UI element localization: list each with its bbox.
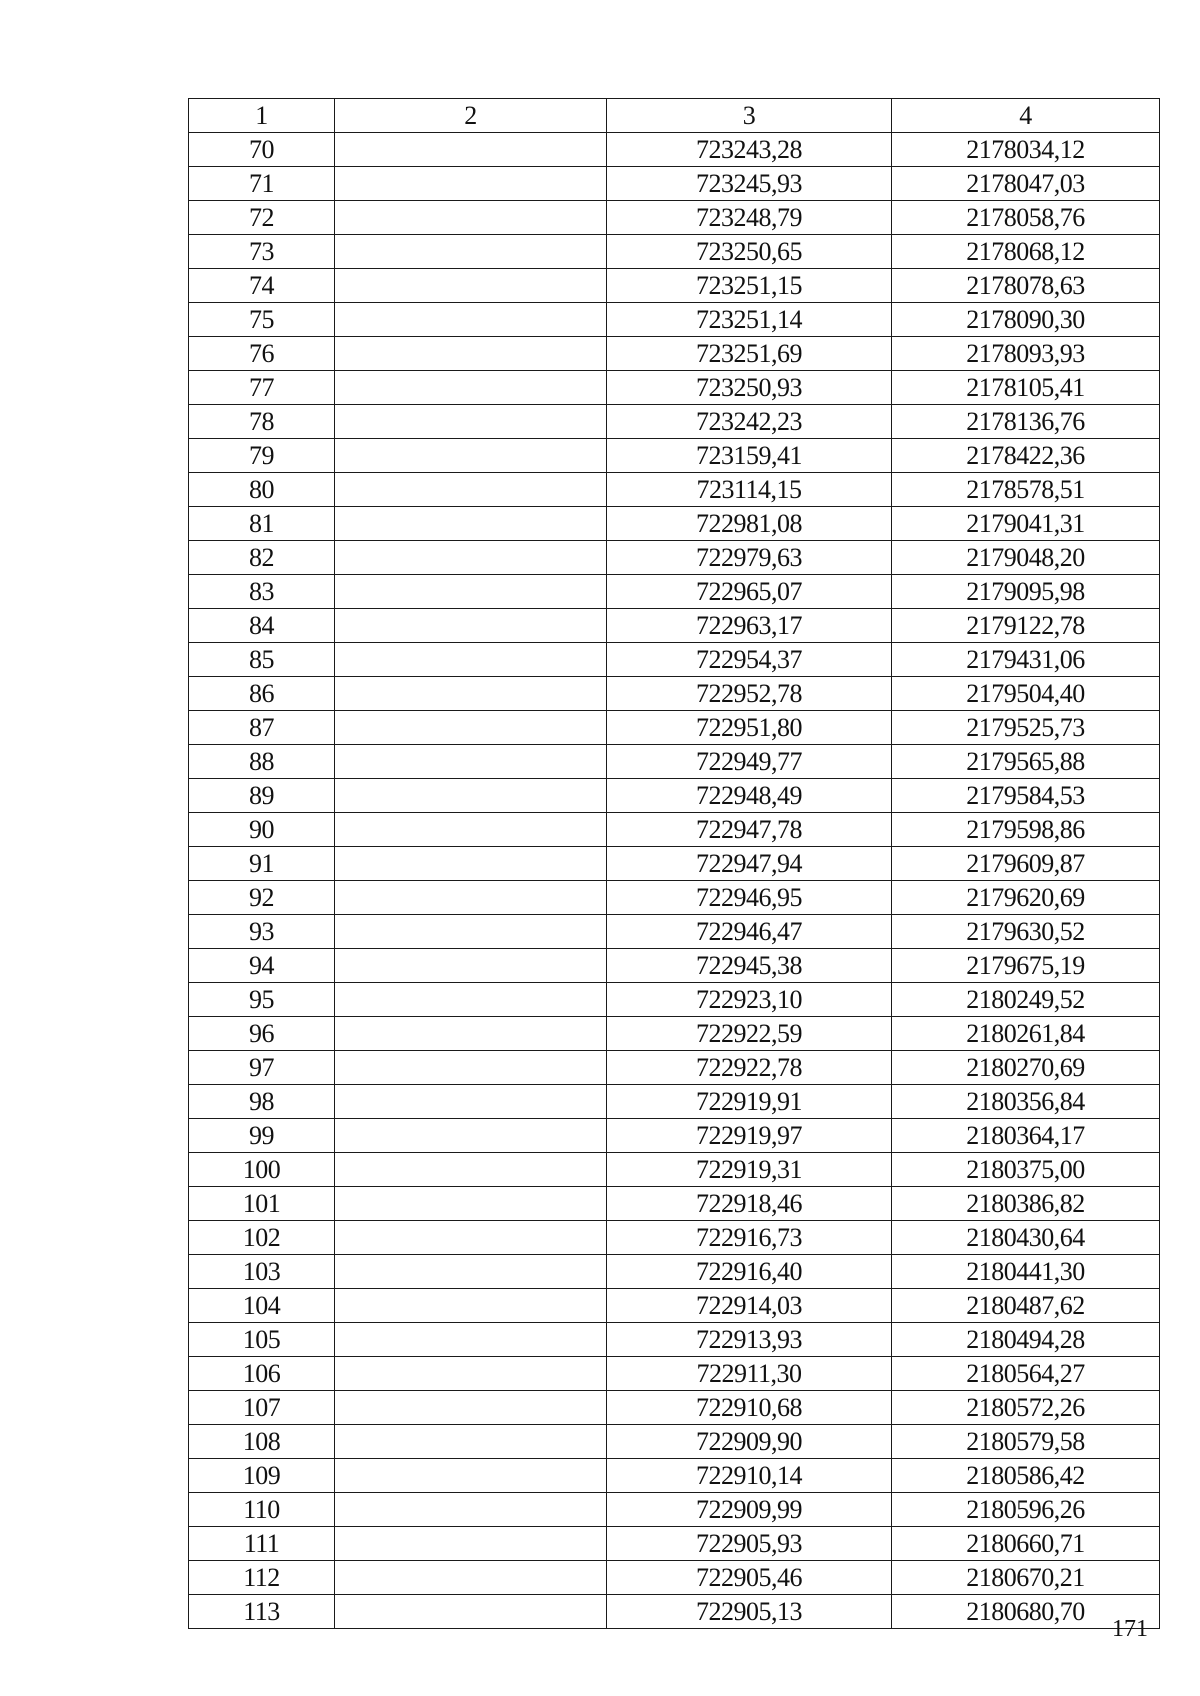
column-2-cell	[335, 1255, 607, 1289]
column-header-4: 4	[892, 99, 1160, 133]
x-coordinate-cell: 722905,93	[607, 1527, 892, 1561]
x-coordinate-cell: 722909,90	[607, 1425, 892, 1459]
page-number: 171	[1112, 1616, 1148, 1642]
x-coordinate-cell: 722916,73	[607, 1221, 892, 1255]
table-row	[189, 1051, 1160, 1085]
point-number-cell: 100	[189, 1153, 335, 1187]
point-number-cell: 93	[189, 915, 335, 949]
column-2-cell	[335, 1357, 607, 1391]
x-coordinate-cell: 722905,46	[607, 1561, 892, 1595]
x-coordinate-cell: 723251,69	[607, 337, 892, 371]
point-number-cell: 85	[189, 643, 335, 677]
column-2-cell	[335, 1561, 607, 1595]
column-2-cell	[335, 949, 607, 983]
point-number-cell: 113	[189, 1595, 335, 1629]
x-coordinate-cell: 722951,80	[607, 711, 892, 745]
x-coordinate-cell: 722949,77	[607, 745, 892, 779]
point-number-cell: 98	[189, 1085, 335, 1119]
table-row	[189, 1357, 1160, 1391]
column-2-cell	[335, 1527, 607, 1561]
x-coordinate-cell: 722963,17	[607, 609, 892, 643]
column-2-cell	[335, 779, 607, 813]
point-number-cell: 112	[189, 1561, 335, 1595]
point-number-cell: 86	[189, 677, 335, 711]
y-coordinate-cell: 2180586,42	[892, 1459, 1160, 1493]
x-coordinate-cell: 722948,49	[607, 779, 892, 813]
point-number-cell: 106	[189, 1357, 335, 1391]
y-coordinate-cell: 2179431,06	[892, 643, 1160, 677]
y-coordinate-cell: 2180430,64	[892, 1221, 1160, 1255]
y-coordinate-cell: 2179525,73	[892, 711, 1160, 745]
table-row	[189, 473, 1160, 507]
column-2-cell	[335, 813, 607, 847]
x-coordinate-cell: 723243,28	[607, 133, 892, 167]
table-row	[189, 269, 1160, 303]
column-2-cell	[335, 1425, 607, 1459]
x-coordinate-cell: 722946,47	[607, 915, 892, 949]
y-coordinate-cell: 2179584,53	[892, 779, 1160, 813]
y-coordinate-cell: 2180670,21	[892, 1561, 1160, 1595]
y-coordinate-cell: 2178034,12	[892, 133, 1160, 167]
y-coordinate-cell: 2180579,58	[892, 1425, 1160, 1459]
column-2-cell	[335, 745, 607, 779]
table-row	[189, 1221, 1160, 1255]
table-row	[189, 1153, 1160, 1187]
x-coordinate-cell: 722946,95	[607, 881, 892, 915]
column-2-cell	[335, 983, 607, 1017]
point-number-cell: 71	[189, 167, 335, 201]
coordinate-table	[188, 98, 1160, 1629]
table-row	[189, 303, 1160, 337]
table-row	[189, 1289, 1160, 1323]
y-coordinate-cell: 2180249,52	[892, 983, 1160, 1017]
point-number-cell: 102	[189, 1221, 335, 1255]
point-number-cell: 79	[189, 439, 335, 473]
y-coordinate-cell: 2180375,00	[892, 1153, 1160, 1187]
y-coordinate-cell: 2180494,28	[892, 1323, 1160, 1357]
column-2-cell	[335, 1051, 607, 1085]
table-row	[189, 1119, 1160, 1153]
column-2-cell	[335, 1119, 607, 1153]
x-coordinate-cell: 723245,93	[607, 167, 892, 201]
x-coordinate-cell: 722947,94	[607, 847, 892, 881]
column-2-cell	[335, 1085, 607, 1119]
x-coordinate-cell: 722913,93	[607, 1323, 892, 1357]
column-2-cell	[335, 201, 607, 235]
y-coordinate-cell: 2178068,12	[892, 235, 1160, 269]
point-number-cell: 94	[189, 949, 335, 983]
y-coordinate-cell: 2179630,52	[892, 915, 1160, 949]
table-row	[189, 1255, 1160, 1289]
y-coordinate-cell: 2179620,69	[892, 881, 1160, 915]
column-2-cell	[335, 1187, 607, 1221]
point-number-cell: 74	[189, 269, 335, 303]
point-number-cell: 70	[189, 133, 335, 167]
y-coordinate-cell: 2180680,70	[892, 1595, 1160, 1629]
column-2-cell	[335, 1221, 607, 1255]
y-coordinate-cell: 2180596,26	[892, 1493, 1160, 1527]
x-coordinate-cell: 722922,78	[607, 1051, 892, 1085]
column-header-3: 3	[607, 99, 892, 133]
y-coordinate-cell: 2180386,82	[892, 1187, 1160, 1221]
point-number-cell: 95	[189, 983, 335, 1017]
x-coordinate-cell: 722954,37	[607, 643, 892, 677]
point-number-cell: 99	[189, 1119, 335, 1153]
table-row	[189, 1323, 1160, 1357]
column-2-cell	[335, 575, 607, 609]
column-2-cell	[335, 133, 607, 167]
point-number-cell: 101	[189, 1187, 335, 1221]
point-number-cell: 111	[189, 1527, 335, 1561]
x-coordinate-cell: 722923,10	[607, 983, 892, 1017]
point-number-cell: 107	[189, 1391, 335, 1425]
x-coordinate-cell: 722914,03	[607, 1289, 892, 1323]
x-coordinate-cell: 722922,59	[607, 1017, 892, 1051]
y-coordinate-cell: 2179048,20	[892, 541, 1160, 575]
table-row	[189, 167, 1160, 201]
y-coordinate-cell: 2180572,26	[892, 1391, 1160, 1425]
table-row	[189, 575, 1160, 609]
y-coordinate-cell: 2180660,71	[892, 1527, 1160, 1561]
column-2-cell	[335, 303, 607, 337]
table-row	[189, 609, 1160, 643]
x-coordinate-cell: 722919,97	[607, 1119, 892, 1153]
column-2-cell	[335, 1459, 607, 1493]
point-number-cell: 105	[189, 1323, 335, 1357]
point-number-cell: 82	[189, 541, 335, 575]
column-2-cell	[335, 1017, 607, 1051]
x-coordinate-cell: 722916,40	[607, 1255, 892, 1289]
x-coordinate-cell: 723250,65	[607, 235, 892, 269]
y-coordinate-cell: 2179609,87	[892, 847, 1160, 881]
y-coordinate-cell: 2179675,19	[892, 949, 1160, 983]
table-row	[189, 541, 1160, 575]
column-2-cell	[335, 541, 607, 575]
table-row	[189, 711, 1160, 745]
point-number-cell: 88	[189, 745, 335, 779]
y-coordinate-cell: 2180564,27	[892, 1357, 1160, 1391]
y-coordinate-cell: 2179504,40	[892, 677, 1160, 711]
point-number-cell: 73	[189, 235, 335, 269]
y-coordinate-cell: 2180261,84	[892, 1017, 1160, 1051]
point-number-cell: 90	[189, 813, 335, 847]
table-row	[189, 1459, 1160, 1493]
table-row	[189, 813, 1160, 847]
x-coordinate-cell: 722981,08	[607, 507, 892, 541]
x-coordinate-cell: 722909,99	[607, 1493, 892, 1527]
y-coordinate-cell: 2180356,84	[892, 1085, 1160, 1119]
column-2-cell	[335, 1323, 607, 1357]
table-row	[189, 643, 1160, 677]
point-number-cell: 104	[189, 1289, 335, 1323]
point-number-cell: 75	[189, 303, 335, 337]
table-row	[189, 1561, 1160, 1595]
column-2-cell	[335, 1289, 607, 1323]
table-row	[189, 949, 1160, 983]
y-coordinate-cell: 2180487,62	[892, 1289, 1160, 1323]
column-2-cell	[335, 881, 607, 915]
x-coordinate-cell: 722918,46	[607, 1187, 892, 1221]
table-row	[189, 881, 1160, 915]
y-coordinate-cell: 2180270,69	[892, 1051, 1160, 1085]
x-coordinate-cell: 723251,15	[607, 269, 892, 303]
x-coordinate-cell: 723159,41	[607, 439, 892, 473]
column-header-1: 1	[189, 99, 335, 133]
column-2-cell	[335, 235, 607, 269]
table-row	[189, 1595, 1160, 1629]
y-coordinate-cell: 2178105,41	[892, 371, 1160, 405]
table-row	[189, 371, 1160, 405]
x-coordinate-cell: 722911,30	[607, 1357, 892, 1391]
x-coordinate-cell: 723251,14	[607, 303, 892, 337]
point-number-cell: 76	[189, 337, 335, 371]
table-row	[189, 133, 1160, 167]
table-row	[189, 1527, 1160, 1561]
y-coordinate-cell: 2178047,03	[892, 167, 1160, 201]
table-row	[189, 337, 1160, 371]
x-coordinate-cell: 722965,07	[607, 575, 892, 609]
column-2-cell	[335, 405, 607, 439]
table-row	[189, 1187, 1160, 1221]
point-number-cell: 103	[189, 1255, 335, 1289]
table-row	[189, 745, 1160, 779]
y-coordinate-cell: 2178422,36	[892, 439, 1160, 473]
point-number-cell: 92	[189, 881, 335, 915]
x-coordinate-cell: 722910,68	[607, 1391, 892, 1425]
point-number-cell: 72	[189, 201, 335, 235]
x-coordinate-cell: 722905,13	[607, 1595, 892, 1629]
table-row	[189, 779, 1160, 813]
y-coordinate-cell: 2178136,76	[892, 405, 1160, 439]
x-coordinate-cell: 723250,93	[607, 371, 892, 405]
column-2-cell	[335, 1153, 607, 1187]
point-number-cell: 108	[189, 1425, 335, 1459]
table-row	[189, 235, 1160, 269]
y-coordinate-cell: 2179122,78	[892, 609, 1160, 643]
table-row	[189, 1017, 1160, 1051]
column-2-cell	[335, 473, 607, 507]
x-coordinate-cell: 722952,78	[607, 677, 892, 711]
point-number-cell: 96	[189, 1017, 335, 1051]
point-number-cell: 89	[189, 779, 335, 813]
point-number-cell: 77	[189, 371, 335, 405]
x-coordinate-cell: 722919,91	[607, 1085, 892, 1119]
column-2-cell	[335, 847, 607, 881]
y-coordinate-cell: 2179598,86	[892, 813, 1160, 847]
x-coordinate-cell: 723248,79	[607, 201, 892, 235]
point-number-cell: 91	[189, 847, 335, 881]
point-number-cell: 87	[189, 711, 335, 745]
table-body	[189, 133, 1160, 1629]
column-2-cell	[335, 711, 607, 745]
column-2-cell	[335, 507, 607, 541]
point-number-cell: 84	[189, 609, 335, 643]
table-row	[189, 915, 1160, 949]
y-coordinate-cell: 2178078,63	[892, 269, 1160, 303]
column-2-cell	[335, 609, 607, 643]
column-header-2: 2	[335, 99, 607, 133]
column-2-cell	[335, 915, 607, 949]
x-coordinate-cell: 722919,31	[607, 1153, 892, 1187]
table-row	[189, 1493, 1160, 1527]
y-coordinate-cell: 2180441,30	[892, 1255, 1160, 1289]
x-coordinate-cell: 722947,78	[607, 813, 892, 847]
header-row	[189, 99, 1160, 133]
x-coordinate-cell: 723114,15	[607, 473, 892, 507]
column-2-cell	[335, 439, 607, 473]
point-number-cell: 81	[189, 507, 335, 541]
y-coordinate-cell: 2179095,98	[892, 575, 1160, 609]
table-row	[189, 405, 1160, 439]
table-row	[189, 507, 1160, 541]
column-2-cell	[335, 1595, 607, 1629]
point-number-cell: 80	[189, 473, 335, 507]
y-coordinate-cell: 2178093,93	[892, 337, 1160, 371]
point-number-cell: 109	[189, 1459, 335, 1493]
y-coordinate-cell: 2180364,17	[892, 1119, 1160, 1153]
point-number-cell: 78	[189, 405, 335, 439]
column-2-cell	[335, 1493, 607, 1527]
column-2-cell	[335, 337, 607, 371]
y-coordinate-cell: 2178090,30	[892, 303, 1160, 337]
x-coordinate-cell: 723242,23	[607, 405, 892, 439]
column-2-cell	[335, 167, 607, 201]
column-2-cell	[335, 371, 607, 405]
table-row	[189, 1425, 1160, 1459]
x-coordinate-cell: 722945,38	[607, 949, 892, 983]
column-2-cell	[335, 1391, 607, 1425]
x-coordinate-cell: 722979,63	[607, 541, 892, 575]
column-2-cell	[335, 677, 607, 711]
table-row	[189, 847, 1160, 881]
table-row	[189, 439, 1160, 473]
table-row	[189, 1391, 1160, 1425]
y-coordinate-cell: 2178578,51	[892, 473, 1160, 507]
y-coordinate-cell: 2179041,31	[892, 507, 1160, 541]
column-2-cell	[335, 269, 607, 303]
point-number-cell: 110	[189, 1493, 335, 1527]
column-2-cell	[335, 643, 607, 677]
table-row	[189, 201, 1160, 235]
y-coordinate-cell: 2178058,76	[892, 201, 1160, 235]
table-row	[189, 1085, 1160, 1119]
y-coordinate-cell: 2179565,88	[892, 745, 1160, 779]
point-number-cell: 83	[189, 575, 335, 609]
table-row	[189, 677, 1160, 711]
point-number-cell: 97	[189, 1051, 335, 1085]
x-coordinate-cell: 722910,14	[607, 1459, 892, 1493]
table-row	[189, 983, 1160, 1017]
